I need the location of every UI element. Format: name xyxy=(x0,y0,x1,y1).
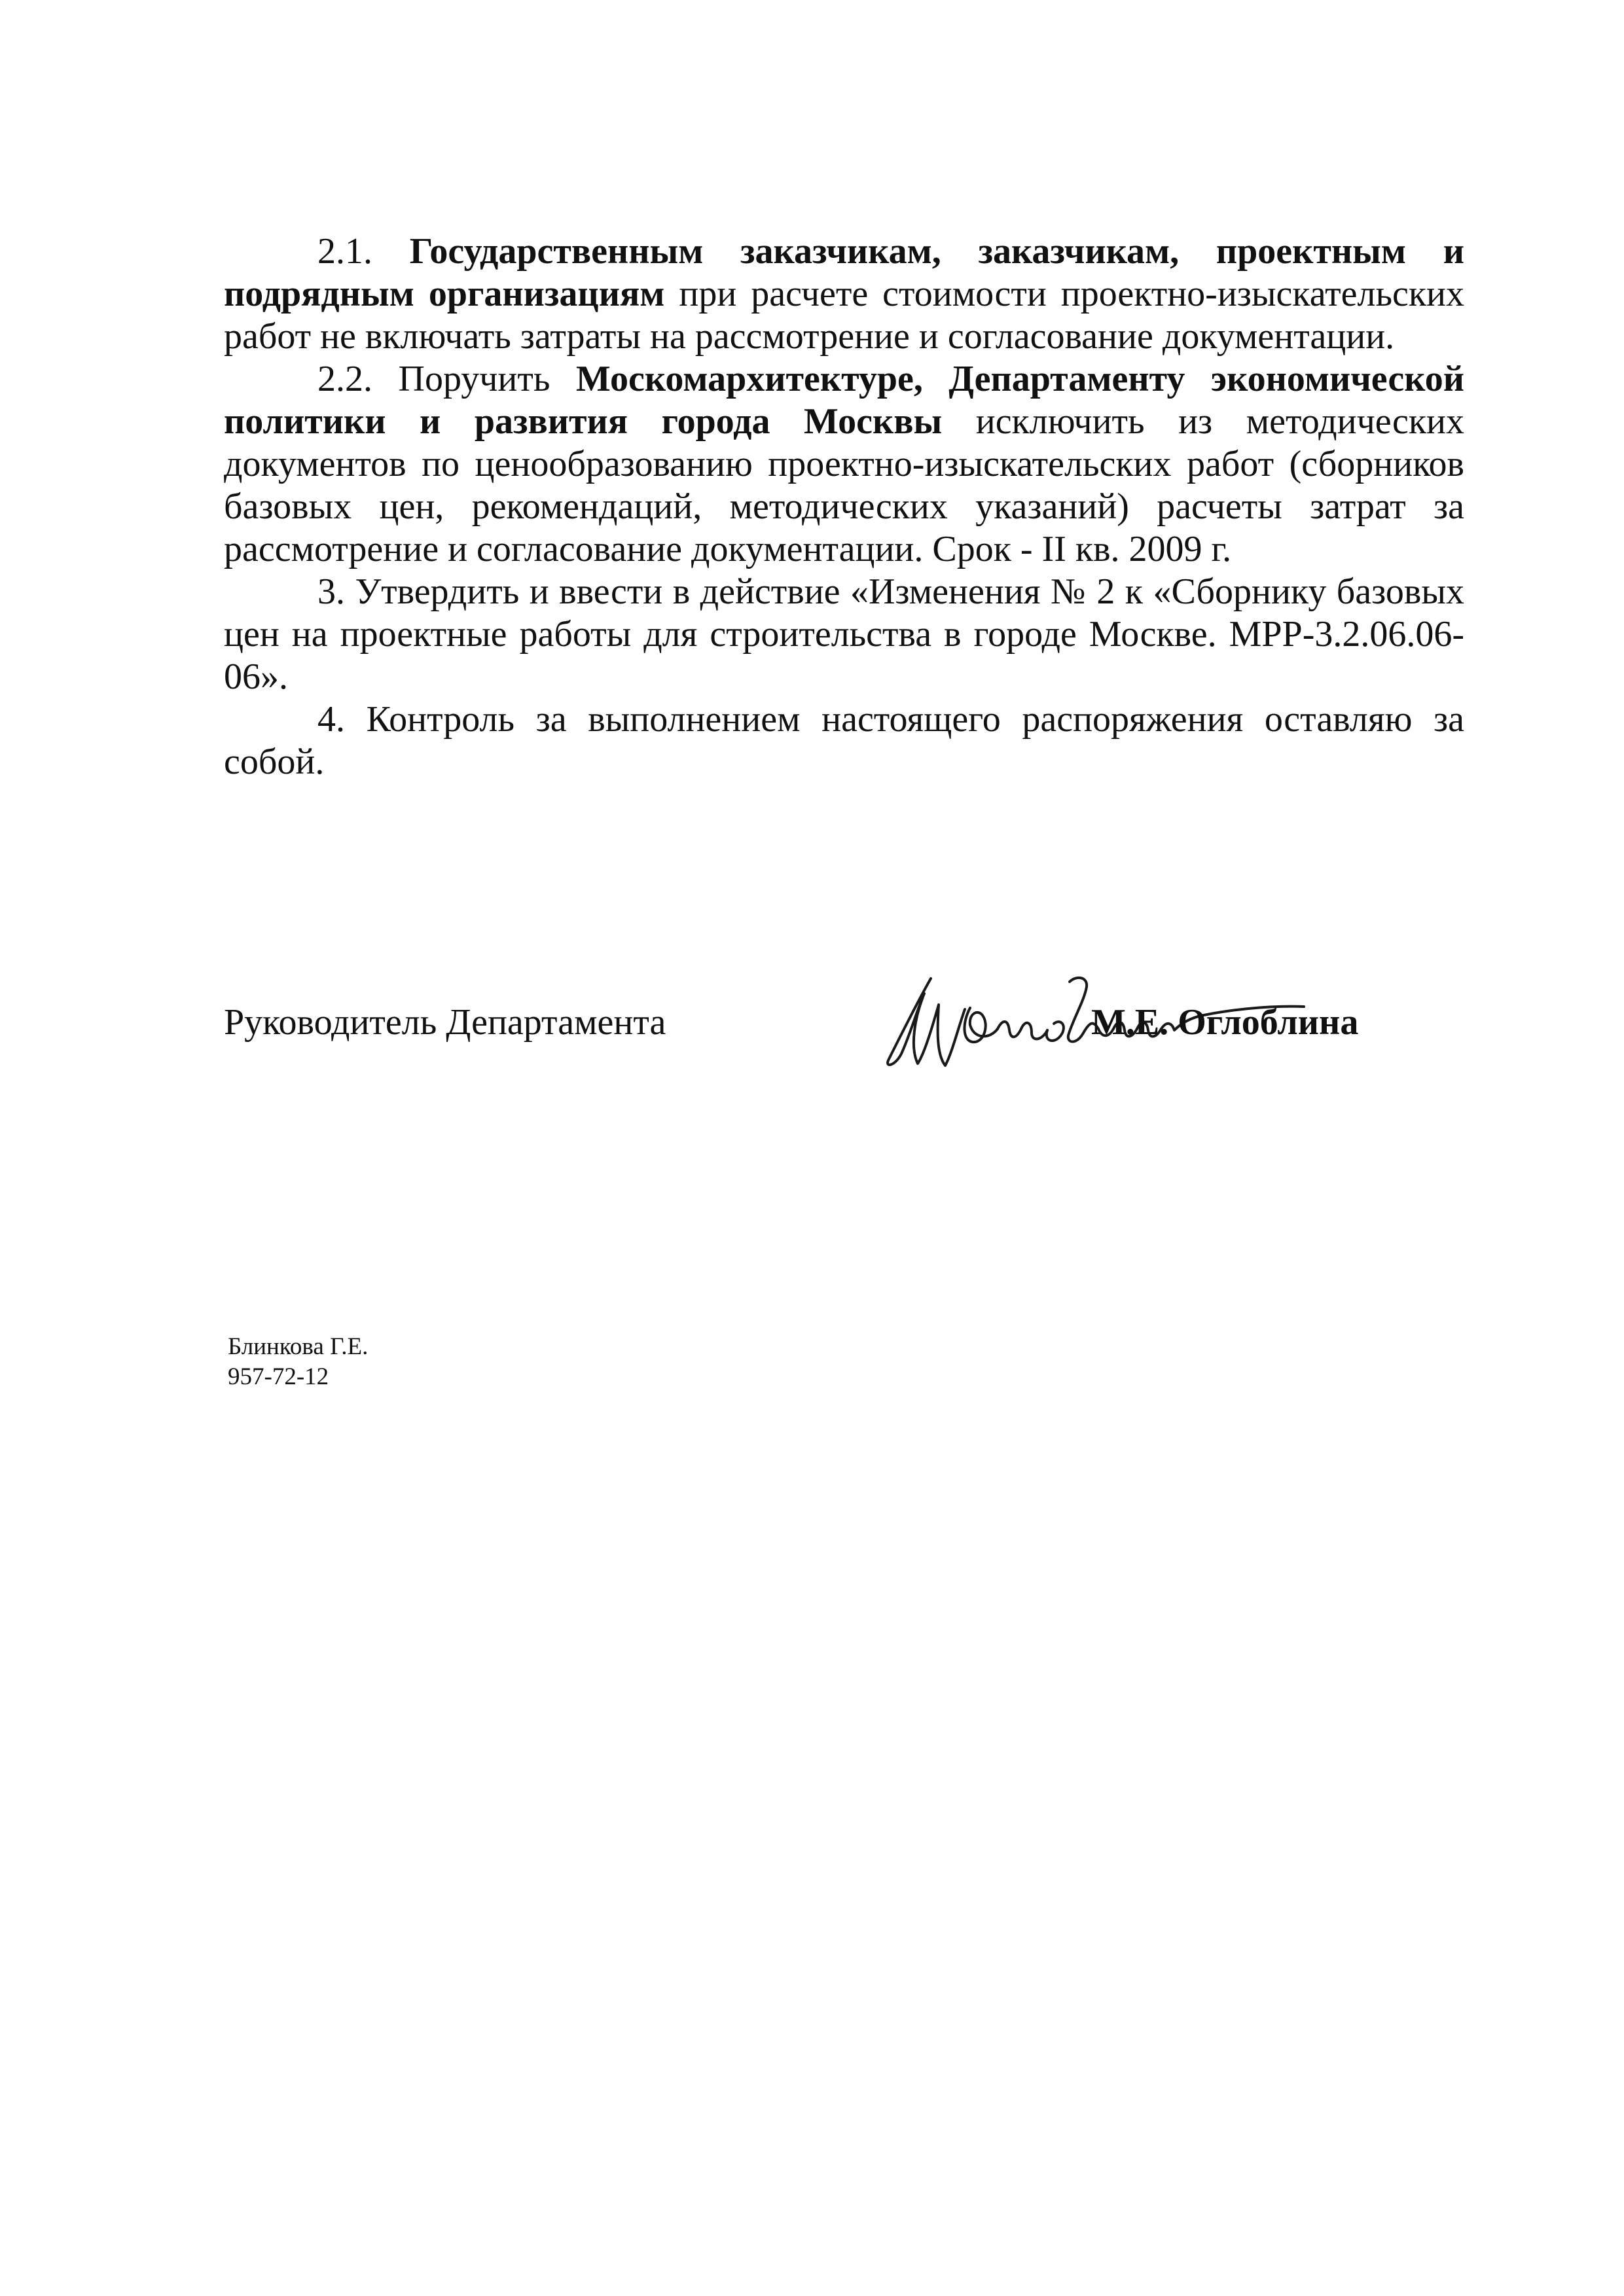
paragraph-4 xyxy=(224,698,1464,783)
signature-block xyxy=(224,956,1402,1086)
paragraph-text: исключить из методических документов по ценообразованию проектно-изыскательских работ (сборников базовых цен, рекомендаций, методических указаний) расчеты затрат за рассмотрение и согласование документации. Срок - II кв. 2009 г. xyxy=(224,401,1465,569)
paragraph-bold-addressees: Государственным заказчикам, заказчикам, проектным и подрядным организациям xyxy=(224,231,1464,314)
paragraph-number: 4. xyxy=(317,699,345,740)
paragraph-3 xyxy=(224,571,1464,698)
paragraph-text: Контроль за выполнением настоящего распоряжения оставляю за собой. xyxy=(224,699,1464,782)
paragraph-number: 3. xyxy=(317,571,345,612)
paragraph-number: 2.2. xyxy=(317,359,372,399)
paragraph-bold-addressees: Москомархитектуре, Департаменту экономической политики и развития города Москвы xyxy=(224,359,1464,442)
paragraph-number: 2.1. xyxy=(317,231,372,272)
paragraph-lead: Поручить xyxy=(398,359,550,399)
executor-phone: 957-72-12 xyxy=(228,1363,329,1390)
signatory-position: Руководитель Департамента xyxy=(224,1002,666,1043)
paragraph-2-2 xyxy=(224,358,1464,571)
paragraph-2-1 xyxy=(224,230,1464,358)
executor-name: Блинкова Г.Е. xyxy=(228,1333,369,1360)
executor-info xyxy=(228,1332,368,1392)
signatory-name: М.Е. Оглоблина xyxy=(1091,1002,1359,1043)
paragraph-text: при расчете стоимости проектно-изыскательских работ не включать затраты на рассмотрение и согласование документации. xyxy=(224,274,1465,357)
document-body xyxy=(224,230,1464,783)
paragraph-text: Утвердить и ввести в действие «Изменения № 2 к «Сборнику базовых цен на проектные работы для строительства в городе Москве. МРР-3.2.06.06-06». xyxy=(224,571,1464,697)
